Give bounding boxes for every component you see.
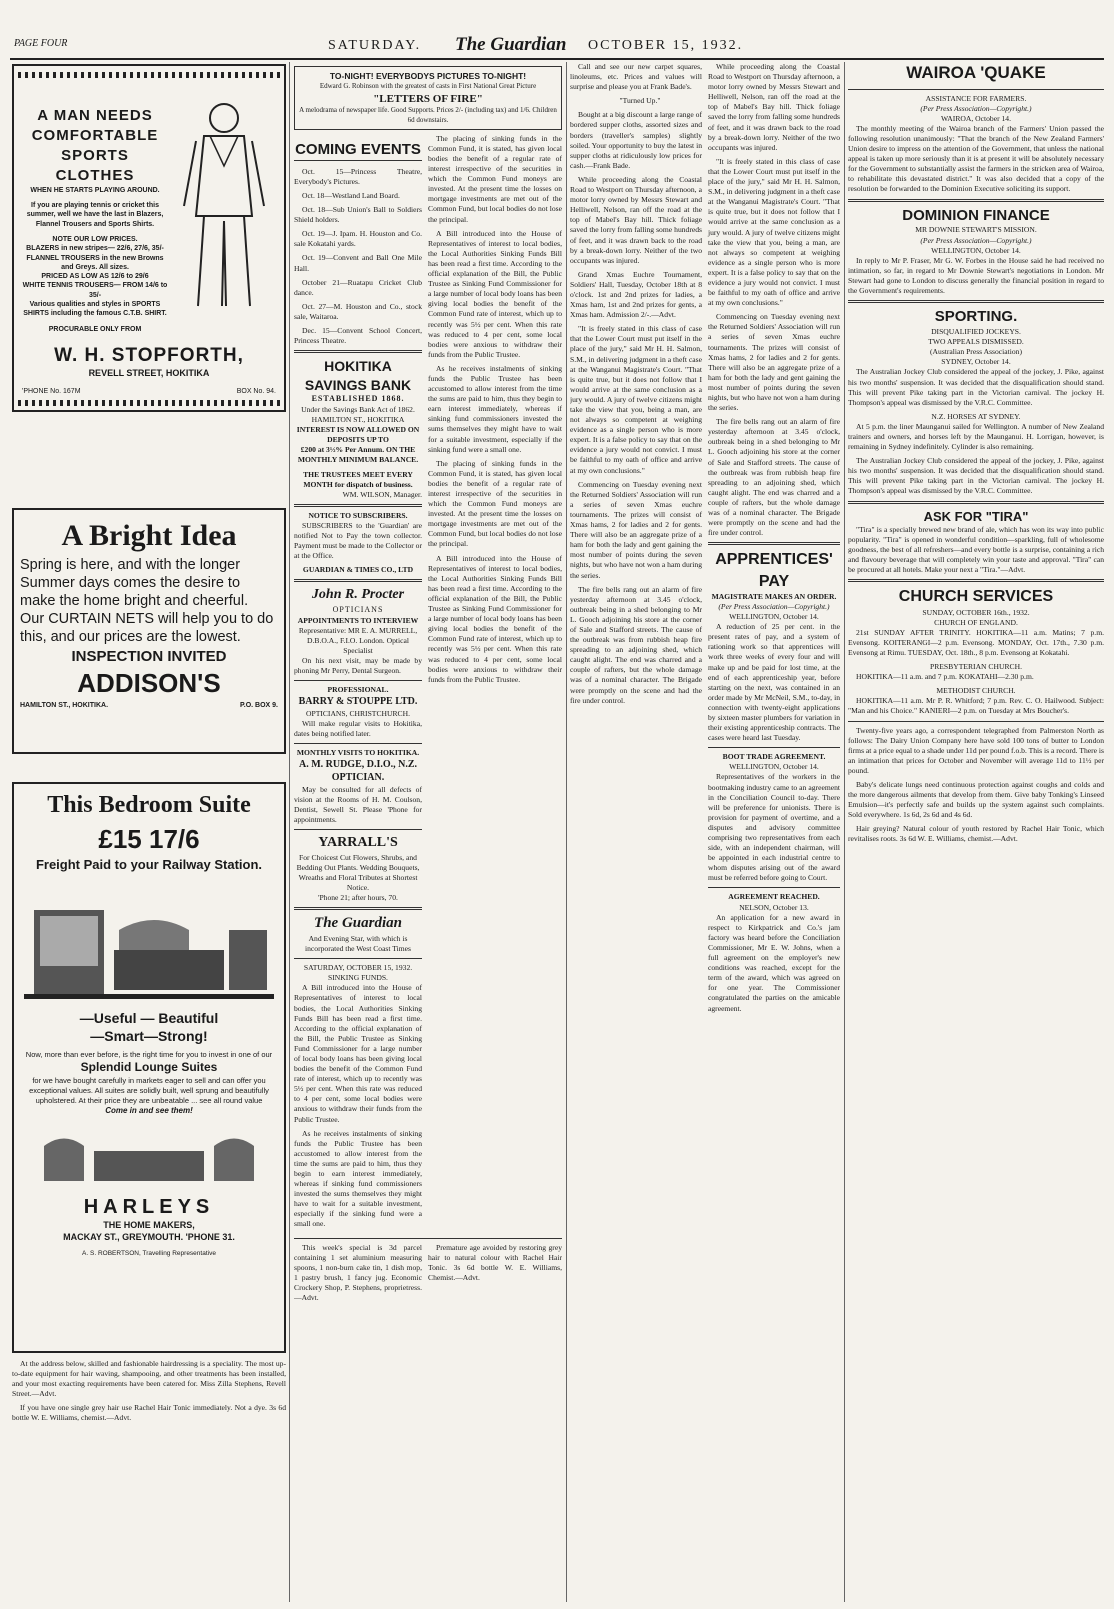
ad-slogan: —Useful — Beautiful [79,1009,219,1026]
guardian-date: SATURDAY, OCTOBER 15, 1932. [303,963,413,973]
divider [848,89,1104,90]
wairoa-sub: ASSISTANCE FOR FARMERS. [925,93,1027,103]
professional-title: PROFESSIONAL. [327,685,389,695]
rudge-body: May be consulted for all defects of vision at the Rooms of H. M. Coulson, Dentist, Sewell St. Please 'Phone for appointments. [294,784,422,824]
sporting-sub: DISQUALIFIED JOCKEYS. [931,327,1021,337]
ad-body: Our CURTAIN NETS will help you to do this, and our prices are the lowest. [20,611,274,646]
advert-paragraph: At the address below, skilled and fashionable hairdressing is a speciality. The most up-to-date equipment for hair waving, shampooing, and other treatments has been installed, and your most exacting requirements have been catered for. Miss Zilla Stephens, Revell Street.—Advt. [12,1359,286,1399]
apprentices-sub: MAGISTRATE MAKES AN ORDER. [711,591,837,601]
coming-event: Oct. 19—J. Ipam. H. Houston and Co. sale Kokatahi yards. [294,229,422,249]
boot-title: BOOT TRADE AGREEMENT. [722,752,826,762]
coming-event: Oct. 15—Princess Theatre, Everybody's Pictures. [294,166,422,186]
pictures-title: "LETTERS OF FIRE" [373,92,483,105]
news-paragraph: Hair greying? Natural colour of youth restored by Rachel Hair Tonic, which revitalises roots. 3s 6d W. E. Williams, chemist.—Advt. [848,824,1104,844]
notice-body: SUBSCRIBERS to the 'Guardian' are notified Not to Pay the town collector. Payment must be made to the Collector or at the Office. [294,520,423,561]
bedroom-suite-illustration [24,880,274,1000]
editorial-paragraph: As he receives instalments of sinking funds the Public Trustee has been accustomed to allow interest from the time the sums are paid to him, thus they begin to earn interest immediately, whereas if sinking fund commissioners invested the sums themselves they might have to wait for a suitable investment, especially if the sinking fund were a small one. [428,363,562,454]
finance-credit: (Per Press Association—Copyright.) [920,235,1032,245]
yarrall-body: For Choicest Cut Flowers, Shrubs, and Bedding Out Plants. Wedding Bouquets, Wreaths and Floral Tributes at Shortest Notice. [296,852,420,892]
ad-business-name: ADDISON'S [77,668,221,699]
ad-border-pattern [18,400,280,406]
barry-name: BARRY & STOUPPE LTD. [298,696,418,708]
procter-rep: Representative: MR E. A. MURRELL, D.B.O.A., F.I.O. London. Optical Specialist [298,625,418,655]
tira-title: ASK FOR "TIRA" [923,508,1029,524]
news-paragraph: Twenty-five years ago, a correspondent telegraphed from Palmerston North as follows: The Dairy Union Company here have sold 100 tons of butter to London firms at a price equal to a shade under 11d per pound f.o.b. This is a record. There is an intimation that prices for October and November will average 11d to 11½ per pound. [848,725,1104,775]
apprentices-title: APPRENTICES' PAY [715,551,833,590]
ad-business-name: W. H. STOPFORTH, [54,344,244,366]
coming-event: Dec. 15—Convent School Concert, Princess Theatre. [294,325,422,346]
pictures-line: Edward G. Robinson with the greatest of casts in First National Great Picture [319,82,537,91]
wairoa-dateline: WAIROA, October 14. [940,113,1011,123]
ad-address: REVELL STREET, HOKITIKA [88,368,210,379]
finance-body: In reply to Mr P. Fraser, Mr G. W. Forbes in the House said he had received no intimation, so far, in regard to Mr Downie Stewart's negotiations in London. Mr Stewart had gone to London to discuss generally the financial position in regard to the Government's requirements. [848,255,1104,296]
ad-price: WHITE TENNIS TROUSERS— FROM 14/6 to 35/- [22,282,168,299]
monthly-title: MONTHLY VISITS TO HOKITIKA. [296,747,420,757]
divider [294,1238,562,1239]
coming-event: Oct. 19—Convent and Ball One Mile Hall. [294,253,422,273]
church-methodist-body: HOKITIKA—11 a.m. Mr P. R. Whitford; 7 p.m. Rev. C. O. Hailwood. Subject: "Man and his Choice." KANIERI—2 p.m. on Tuesday at Mrs Boucher's. [848,696,1104,716]
news-paragraph: Call and see our new carpet squares, linoleums, etc. Prices and values will surprise and please you at Frank Bade's. [570,62,702,92]
divider [294,829,422,830]
column-rule [289,62,290,1602]
news-paragraph: Baby's delicate lungs need continuous protection against coughs and colds and the more dangerous ailments that develop from them. Give baby Tonking's Linseed Emulsion—it's perfectly safe and builds up the system against such complaints. Sold everywhere. 1s 6d, 2s 6d and 4s 6d. [848,780,1104,820]
church-england-body: 21st SUNDAY AFTER TRINITY. HOKITIKA—11 a.m. Matins; 7 p.m. Evensong. KOITERANGI—2 p.m. Evensong. MONDAY, Oct. 17th., 7.30 p.m. Evensong at Rimu. TUESDAY, Oct. 18th., 8 p.m. Evensong at Kokatahi. [848,627,1104,657]
divider [708,747,840,748]
ad-heading: A MAN NEEDS [37,107,153,124]
sporting-body: The Australian Jockey Club considered the appeal of the jockey, J. Pike, against his two months' suspension. It was decided that the disqualification should stand. This will prevent Pike taking part in the Victorian carnival. The jockey H. Thompson's appeal was dismissed by the V.R.C. Committee. [848,367,1104,407]
ad-price: PRICED AS LOW AS 12/6 to 29/6 [41,273,149,281]
news-paragraph: "It is freely stated in this class of case that the Lower Court must put itself in the place of the jury," said Mr H. H. Salmon, S.M., in delivering judgment in a theft case at the Wanganui Magistrate's Court. "That is quite true, but it does not follow that I would arrive at the same conclusion as a jury would. A jury of twelve citizens might take the view that you, being a man, are not always so competent at weighing evidence as a single person who is more expert. It is a false policy to say that on the evidence a jury would not convict. I must be faithful to my oath of office and arrive at my own conclusions." [570,324,702,475]
ad-box: P.O. BOX 9. [240,702,278,710]
ad-price: BLAZERS in new stripes— 22/6, 27/6, 35/- [26,245,164,253]
editorial-paragraph: A Bill introduced into the House of Representatives of interest to local bodies, the Local Authorities Sinking Funds Bill has been read a first time. According to the official explanation of the Bill, the Public Trustee as Sinking Fund Commissioner for a large number of local body loans has been giving local bodies the benefit of the Common Fund rate of interest, which up to recently was 5½ per cent. When this rate was reduced to 4 per cent, some local bodies were anxious to withdraw their funds from the Public Trustee. [428,228,562,359]
harleys-ad [12,782,286,1353]
ad-price: FLANNEL TROUSERS in the new Browns and Greys. All sizes. [26,254,164,271]
bank-rate: £200 at 3½% Per Annum. ON THE MONTHLY MINIMUM BALANCE. [297,445,419,465]
ad-headline: A Bright Idea [61,519,237,552]
column-3 [570,62,840,1602]
ad-tagline: THE HOME MAKERS, [103,1220,195,1231]
ad-representative: A. S. ROBERTSON, Travelling Representative [82,1250,216,1258]
ad-border-pattern [18,72,280,78]
editorial-paragraph: A Bill introduced into the House of Representatives of interest to local bodies, the Local Authorities Sinking Funds Bill has been read a first time. According to the official explanation of the Bill, the Public Trustee as Sinking Fund Commissioner for a large number of local body loans has been giving local bodies the benefit of the Common Fund rate of interest, which up to recently was 5½ per cent. When this rate was reduced to 4 per cent, some local bodies were anxious to withdraw their funds from the Public Trustee. [294,983,422,1124]
sporting-title: SPORTING. [934,308,1018,326]
column-4 [848,62,1104,1602]
notice-title: NOTICE TO SUBSCRIBERS. [308,510,408,520]
ad-address: MACKAY ST., GREYMOUTH. 'PHONE 31. [63,1232,235,1243]
divider [294,907,422,910]
ad-body: If you are playing tennis or cricket this summer, well we have the last in Blazers, Flannel Trousers and Sports Shirts. [26,202,164,228]
church-title: CHURCH SERVICES [898,588,1054,606]
masthead-title: The Guardian [455,34,567,55]
coming-event: Oct. 27—M. Houston and Co., stock sale, Waitaroa. [294,301,422,321]
advert-paragraph: If you have one single grey hair use Rachel Hair Tonic immediately. Not a dye. 3s 6d bottle W. E. Williams, chemist.—Advt. [12,1403,286,1423]
divider [708,887,840,888]
reached-dateline: NELSON, October 13. [739,902,809,912]
divider [294,504,422,507]
sporting-nz-body: At 5 p.m. the liner Maunganui sailed for Wellington. A number of New Zealand trainers and owners, and horses left by the Maunganui. H. Lorrigan, however, is remaining in Sydney indefinitely. Cylinder is also remaining. [848,421,1104,452]
ad-freight: Freight Paid to your Railway Station. [35,857,263,873]
ad-come: Come in and see them! [105,1105,193,1115]
ad-invite: INSPECTION INVITED [71,647,227,665]
divider [848,721,1104,722]
news-paragraph: While proceeding along the Coastal Road to Westport on Thursday afternoon, a motor lorry owned by Messrs Stewart and Helliwell, Nelson, ran off the road at the top of Mabel's Bay hill. Thick foliage saved the lorry from falling some hundreds of feet, and it was drawn back to the road by a break-down lorry. Neither of the two occupants was injured. [708,62,840,152]
ad-body: Spring is here, and with the longer Summer days comes the desire to make the home bright and cheerful. [20,556,249,610]
bank-manager: WM. WILSON, Manager. [342,489,422,499]
ad-price: NOTE OUR LOW PRICES. [52,235,138,243]
coming-event: October 21—Ruatapu Cricket Club dance. [294,277,422,297]
yarrall-phone: 'Phone 21; after hours, 70. [318,892,398,902]
divider [708,542,840,545]
church-methodist: METHODIST CHURCH. [936,686,1016,696]
news-paragraph: Grand Xmas Euchre Tournament, Soldiers' Hall, Tuesday, October 18th at 8 o'clock. 1st and 2nd prizes for ladies, a Xmas ham, 1st and 2nd prizes for gents, a Xmas ham. Admission 2/-.—Advt. [570,269,702,320]
procter-appt: APPOINTMENTS TO INTERVIEW [297,615,419,625]
stopforth-ad [12,64,286,412]
ad-business-name: HARLEYS [83,1195,215,1218]
divider [294,958,422,959]
coming-event: Oct. 18—Westland Land Board. [302,190,400,200]
news-paragraph: While proceeding along the Coastal Road to Westport on Thursday afternoon, a motor lorry owned by Messrs Stewart and Helliwell, Nelson, ran off the road at the top of Mabel's Bay hill. Thick foliage saved the lorry from falling some hundreds of feet, and it was drawn back to the road by a break-down lorry. Neither of the two occupants was injured. [570,174,702,265]
ad-slogan: —Smart—Strong! [90,1028,208,1045]
news-paragraph: Commencing on Tuesday evening next the Returned Soldiers' Association will run a series of seven Xmas euchre tournaments. The prizes will consist of Xmas hams, 2 for ladies and 2 for gents. There will also be an aggregate prize of a ham for both the lady and gent gaining the most number of points during the seven nights, but who have not won a ham during the series. [570,479,702,580]
guardian-nameplate: The Guardian [314,915,402,932]
church-date: SUNDAY, OCTOBER 16th., 1932. [922,607,1030,617]
boot-body: Representatives of the workers in the bootmaking industry came to an agreement in the Conciliation Council to-day. There will be preference for unionists. There is provision for payment of overtime, and a disputes and advisory committee comprising two representatives from each side, with an independent chairman, will be appointed in each industrial centre to whom disputes arising out of the award must be referred before going to Court. [708,772,840,883]
editorial-paragraph: The placing of sinking funds in the Common Fund, it is stated, has given local bodies the benefit of a regular rate of interest irrespective of the securities in which the Common Fund moneys are invested. At the present time the losses on mortgage investments are met out of the Common Fund, but local bodies do not lose the principal. [428,458,562,549]
procter-logo: John R. Procter [311,587,405,603]
ad-box: BOX No. 94. [236,387,276,395]
ad-phone: 'PHONE No. 167M [22,387,81,395]
pictures-headline: TO-NIGHT! EVERYBODYS PICTURES TO-NIGHT! [329,71,527,81]
ad-procurable: PROCURABLE ONLY FROM [48,325,142,333]
church-england: CHURCH OF ENGLAND. [934,617,1018,627]
coming-events-title: COMING EVENTS [294,140,422,161]
finance-title: DOMINION FINANCE [902,206,1050,224]
masthead-day: SATURDAY. [328,38,422,53]
apprentices-dateline: WELLINGTON, October 14. [729,612,819,622]
wairoa-body: The monthly meeting of the Wairoa branch of the Farmers' Union passed the following resolution unanimously: "That the branch of the New Zealand Farmers' Union desire to impress on the attention of the Government, that unless the national appeal is taken up more seriously than it is at present it will be absolutely necessary for the Government to substantially assist the farmers in the stricken area of Wairoa, to rehabilitate this devastated district." It was also decided that a copy of the resolution be forwarded to the Dominion Executive soliciting its support. [848,123,1104,194]
finance-dateline: WELLINGTON, October 14. [931,245,1021,255]
boot-dateline: WELLINGTON, October 14. [729,762,819,772]
column-rule [566,62,567,1602]
divider [848,199,1104,202]
bank-interest: INTEREST IS NOW ALLOWED ON DEPOSITS UP TO [296,425,420,445]
ad-heading: COMFORTABLE [31,126,159,144]
wairoa-title: WAIROA 'QUAKE [906,63,1046,82]
news-paragraph: "It is freely stated in this class of case that the Lower Court must put itself in the place of the jury," said Mr H. H. Salmon, S.M., in delivering judgment in a theft case at the Wanganui Magistrate's Court. "That is quite true, but it does not follow that I would arrive at the same conclusion as a jury would. A jury of twelve citizens might take the view that you, being a man, are not always so competent at weighing evidence as a single person who is more expert. It is a false policy to say that on the evidence a jury would not convict. I must be faithful to my oath of office and arrive at my own conclusions." [708,156,840,308]
ad-body: for we have bought carefully in markets eager to sell and can offer you exceptional values. All suites are solidly built, well sprung and beautifully upholstered. At their price they are unbeatable ... see all round value [29,1076,269,1105]
tira-body: "Tira" is a specially brewed new brand of ale, which has won its way into public popularity. "Tira" is opened in wonderful condition—sparkling, full of wholesome goodness, the best of all refreshers—and every bottle is a surprise, containing a rich and flavoury beverage that will completely win your taste and approval. "Tira" can be procured at all hotels. Make your next a "Tira."—Advt. [848,524,1104,575]
barry-body: Will make regular visits to Hokitika, dates being notified later. [294,718,422,738]
news-paragraph: The fire bells rang out an alarm of fire yesterday afternoon at 3.45 o'clock, outbreak being in a shed belonging to Mr L. Gooch adjoining his store at the corner of Sale and Stafford streets. The cause of the outbreak was from rubbish heap fire spreading to an adjoining shed, which caught alight. The end was charred and a couple of rafters, but the whole damage was of a nominal character. The Brigade were promptly on the scene and had the fire under control. [708,417,840,538]
apprentices-body: A reduction of 25 per cent. in the present rates of pay, and a system of rationing work so that apprentices will work three weeks of every four and will make up and be paid for lost time, at the end of each apprenticeship year, before starting on the next, was contained in an order made by Mr McNeil, S.M., to-day, in connection with twenty-eight applications by sixteen master plumbers for variation in their existing apprenticeship contracts. The cases were heard last Tuesday. [708,622,840,743]
news-paragraph: "Turned Up." [619,96,661,106]
column-2 [294,62,562,1602]
lounge-suite-illustration [24,1121,274,1191]
barry-sub: OPTICIANS, CHRISTCHURCH. [305,708,410,718]
masthead-date: OCTOBER 15, 1932. [588,38,744,53]
ad-subheading: WHEN HE STARTS PLAYING AROUND. [30,186,160,194]
sporting-credit: (Australian Press Association) [930,347,1022,357]
divider [294,743,422,744]
notice-sign: GUARDIAN & TIMES CO., LTD [302,565,414,575]
advert-paragraph: This week's special is 3d parcel containing 1 set aluminium measuring spoons, 1 non-burn cake tin, 1 dish mop, 1 pastry brush, 1 fancy jug. Economic Crockery Shop, P. Stephens, proprietress.—Advt. [294,1242,422,1303]
page-label: PAGE FOUR [14,38,68,49]
reached-title: AGREEMENT REACHED. [728,892,820,902]
bank-address: HAMILTON ST., HOKITIKA [311,415,405,425]
yarrall-name: YARRALL'S [318,834,398,850]
divider [294,579,422,582]
sporting-dateline: SYDNEY, October 14. [941,357,1011,367]
procter-next: On his next visit, may be made by phoning Mr Perry, Dental Surgeon. [294,656,422,676]
divider [294,680,422,681]
news-paragraph: Bought at a big discount a large range of bordered supper cloths, assorted sizes and borders (traveller's samples) slightly soiled. Your opportunity to buy the latest in supper cloths at ridiculously low prices for cash.—Frank Bade. [570,110,702,170]
ad-price: Various qualities and styles in SPORTS SHIRTS including the famous C.T.B. SHIRT. [23,301,167,318]
news-paragraph: The fire bells rang out an alarm of fire yesterday afternoon at 3.45 o'clock, outbreak being in a shed belonging to Mr L. Gooch adjoining his store at the corner of Sale and Stafford streets. The cause of the outbreak was from rubbish heap fire spreading to an adjoining shed, which caught alight. The end was charred and a couple of rafters, but the whole damage was of a nominal character. The Brigade were promptly on the scene and had the fire under control. [570,584,702,705]
editorial-paragraph: As he receives instalments of sinking funds the Public Trustee has been accustomed to allow interest from the time the sums are paid to him, thus they begin to earn interest immediately, whereas if sinking fund commissioners invested the sums themselves they might have to wait for a suitable investment, especially if the sinking fund were a small one. [294,1128,422,1229]
masthead [10,36,1104,60]
bank-established: ESTABLISHED 1868. [311,394,405,404]
editorial-title: SINKING FUNDS. [328,973,388,983]
wairoa-credit: (Per Press Association—Copyright.) [920,103,1032,113]
ad-lounge: Splendid Lounge Suites [80,1060,218,1075]
ad-heading: SPORTS CLOTHES [55,146,135,184]
editorial-paragraph: The placing of sinking funds in the Common Fund, it is stated, has given local bodies the benefit of a regular rate of interest irrespective of the securities in which the Common Fund moneys are invested. At the present time the losses on mortgage investments are met out of the Common Fund, but local bodies do not lose the principal. [428,133,562,224]
rudge-name: A. M. RUDGE, D.I.O., N.Z. OPTICIAN. [298,758,418,784]
finance-sub: MR DOWNIE STEWART'S MISSION. [915,225,1037,235]
ad-body: Now, more than ever before, is the right time for you to invest in one of our [25,1050,273,1060]
sporting-body: The Australian Jockey Club considered the appeal of the jockey, J. Pike, against his two months' suspension. It was decided that the disqualification should stand. This will prevent Pike taking part in the Victorian carnival. The jockey H. Thompson's appeal was dismissed by the V.R.C. Committee. [848,456,1104,496]
reached-body: An application for a new award in respect to Kirkpatrick and Co.'s jam factory was heard before the Conciliation Commissioner, Mr E. W. Johns, when a full agreement on the employer's new conditions was reached, except for the term of the award, which was agreed on for one year. The Commissioner congratulated the parties on the amicable agreement. [708,912,840,1013]
ad-address: HAMILTON ST., HOKITIKA. [20,702,109,710]
guardian-sub: And Evening Star, with which is incorporated the West Coast Times [305,933,411,954]
church-presbyterian-body: HOKITIKA—11 a.m. and 7 p.m. KOKATAHI—2.30 p.m. [856,672,1034,682]
bank-act: Under the Savings Bank Act of 1862. [301,405,415,414]
editorial-paragraph: A Bill introduced into the House of Representatives of interest to local bodies, the Local Authorities Sinking Funds Bill has been read a first time. According to the official explanation of the Bill, the Public Trustee as Sinking Fund Commissioner for a large number of local body loans has been giving local bodies the benefit of the Common Fund rate of interest, which up to recently was 5½ per cent. When this rate was reduced to 4 per cent, some local bodies were anxious to withdraw their funds from the Public Trustee. [428,553,562,684]
bank-trustees: THE TRUSTEES MEET EVERY MONTH for dispatch of business. [303,469,413,489]
pictures-blurb: A melodrama of newspaper life. Good Supports. Prices 2/- (including tax) and 1/6. Children 6d downstairs. [299,106,557,124]
divider [294,350,422,353]
divider [848,579,1104,582]
ad-price: £15 17/6 [98,823,200,854]
ad-headline: This Bedroom Suite [47,792,251,818]
coming-event: Oct. 18—Sub Union's Ball to Soldiers Shield holders. [294,205,422,225]
apprentices-credit: (Per Press Association—Copyright.) [718,601,830,611]
advert-paragraph: Premature age avoided by restoring grey hair to natural colour with Rachel Hair Tonic. 3s 6d bottle W. E. Williams, Chemist.—Advt. [428,1242,562,1282]
divider [848,501,1104,504]
divider [848,300,1104,303]
sporting-nz: N.Z. HORSES AT SYDNEY. [931,411,1021,421]
procter-sub: OPTICIANS [332,605,384,615]
pictures-ad [294,66,562,130]
church-presbyterian: PRESBYTERIAN CHURCH. [930,662,1022,672]
bank-title: HOKITIKA SAVINGS BANK [304,358,412,393]
sportsman-illustration [174,96,274,316]
addison-ad [12,508,286,754]
column-rule [844,62,845,1602]
column-1 [12,62,286,1602]
sporting-sub2: TWO APPEALS DISMISSED. [928,337,1024,347]
news-paragraph: Commencing on Tuesday evening next the Returned Soldiers' Association will run a series of seven Xmas euchre tournaments. The prizes will consist of Xmas hams, 2 for ladies and 2 for gents. There will also be an aggregate prize of a ham for both the lady and gent gaining the most number of points during the seven nights, but who have not won a ham during the series. [708,312,840,413]
